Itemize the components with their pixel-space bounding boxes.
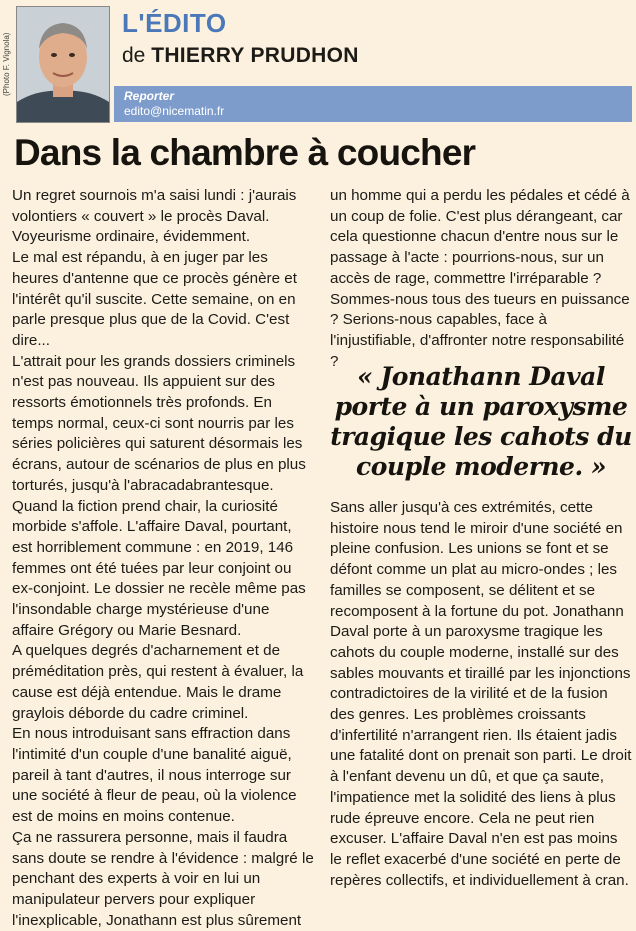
section-label: L'ÉDITO	[122, 8, 227, 38]
body-column-right-bottom	[330, 498, 632, 891]
author-role: Reporter	[124, 89, 175, 103]
paragraph: Un regret sournois m'a saisi lundi : j'aurais volontiers « couvert » le procès Daval. Voyeurisme ordinaire, évidemment.	[12, 187, 297, 246]
photo-credit: (Photo F. Vignola)	[2, 32, 11, 96]
byline	[122, 44, 359, 68]
paragraph: Sans aller jusqu'à ces extrémités, cette histoire nous tend le miroir d'une société en pleine confusion. Les unions se font et se défont comme un plat au micro-ondes ; les familles se composent, se délitent et se recomposent à la fortune du pot. Jonathann Daval porte à un paroxysme tragique les cahots du couple moderne, installé sur des sables mouvants et tiraillé par les injonctions contradictoires de la virilité et de la fusion des genres. Les problèmes croissants d'infertilité n'arrangent rien. Ils étaient jadis une fatalité dont on prenait son parti. Le droit à l'enfant devenu un dû, et que ça saute, l'impatience met la solidité des liens à plus rude épreuve encore. Cela ne peut rien excuser. L'affaire Daval n'en est pas moins le reflet exacerbé d'une société en perte de repères collectifs, et individuellement à cran.	[330, 499, 632, 889]
pull-quote: « Jonathann Daval porte à un paroxysme tragique les cahots du couple moderne. »	[330, 362, 632, 481]
author-name: THIERRY PRUDHON	[151, 44, 359, 67]
editorial-header	[114, 6, 632, 86]
paragraph: En nous introduisant sans effraction dans l'intimité d'un couple d'une banalité aiguë, pareil à tant d'autres, il nous interroge sur une société à fleur de peau, où la violence est de moins en moins contenue.	[12, 725, 297, 826]
paragraph: A quelques degrés d'acharnement et de préméditation près, qui restent à évaluer, la cause est déjà entendue. Mais le drame graylois déborde du cadre criminel.	[12, 642, 304, 722]
body-column-left	[12, 186, 314, 931]
author-email: edito@nicematin.fr	[124, 104, 225, 118]
paragraph: un homme qui a perdu les pédales et cédé à un coup de folie. C'est plus dérangeant, car cela questionne chacun d'entre nous sur le passage à l'acte : pourrions-nous, sur un accès de rage, commettre l'irréparable ? Sommes-nous tous des tueurs en puissance ? Serions-nous capables, face à l'injustifiable, d'affronter notre responsabilité ?	[330, 187, 630, 370]
body-column-right-top	[330, 186, 632, 372]
author-portrait-icon	[17, 7, 109, 122]
headline: Dans la chambre à coucher	[14, 132, 476, 173]
author-info-bar	[114, 86, 632, 122]
byline-prefix: de	[122, 44, 146, 67]
paragraph: Le mal est répandu, à en juger par les heures d'antenne que ce procès génère et l'intérêt qu'il suscite. Cette semaine, on en parle presque plus que de la Covid. C'est dire...	[12, 249, 297, 349]
paragraph: L'attrait pour les grands dossiers criminels n'est pas nouveau. Ils appuient sur des ressorts émotionnels très profonds. En temps normal, ceux-ci sont nourris par les séries policières qui saturent désormais les écrans, autour de scénarios de plus en plus torturés, jusqu'à l'abracadabrantesque. Quand la fiction prend chair, la curiosité morbide s'affole. L'affaire Daval, pourtant, est horriblement commune : en 2019, 146 femmes ont été tuées par leur conjoint ou ex-conjoint. Le dossier ne recèle même pas l'insondable charge mystérieuse d'une affaire Grégory ou Marie Besnard.	[12, 352, 306, 639]
paragraph: Ça ne rassurera personne, mais il faudra sans doute se rendre à l'évidence : malgré le penchant des experts à voir en lui un manipulateur pervers pour expliquer l'inexplicable, Jonathann est plus sûrement	[12, 828, 314, 929]
author-photo	[16, 6, 110, 123]
